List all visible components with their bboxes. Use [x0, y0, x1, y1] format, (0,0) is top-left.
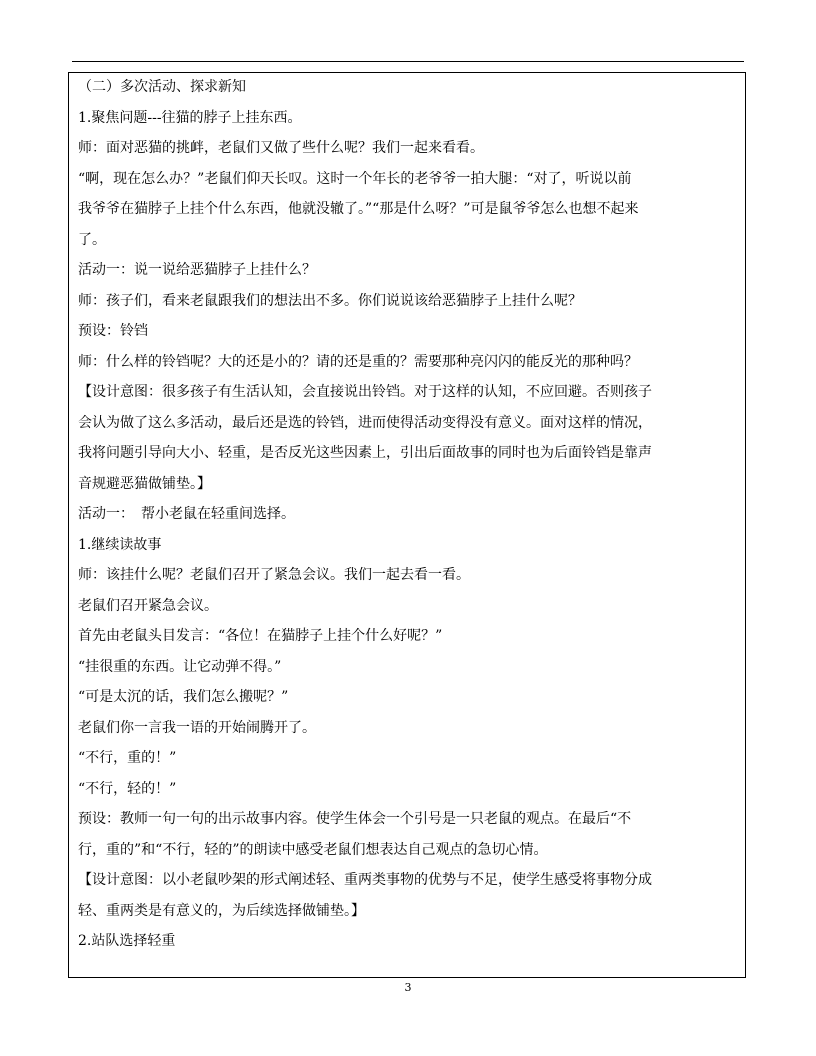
- page-number: 3: [404, 981, 412, 994]
- dialogue-line: “不行，重的！”: [78, 750, 177, 766]
- design-intent-line: 音规避恶猫做铺垫。】: [78, 476, 211, 492]
- paragraph-line: 老鼠们你一言我一语的开始闹腾开了。: [78, 720, 316, 736]
- paragraph-line: “啊，现在怎么办？”老鼠们仰天长叹。这时一个年长的老爷爷一拍大腿：“对了，听说以前: [78, 171, 632, 187]
- paragraph-line: 师：孩子们，看来老鼠跟我们的想法出不多。你们说说该给恶猫脖子上挂什么呢？: [78, 293, 582, 309]
- activity-heading: 活动一： 帮小老鼠在轻重间选择。: [78, 506, 295, 522]
- paragraph-line: 预设：教师一句一句的出示故事内容。使学生体会一个引号是一只老鼠的观点。在最后“不: [78, 811, 632, 827]
- design-intent-line: 会认为做了这么多活动，最后还是选的铃铛，进而使得活动变得没有意义。面对这样的情况，: [78, 415, 652, 431]
- subheading: 1.聚焦问题---往猫的脖子上挂东西。: [78, 110, 302, 126]
- design-intent-line: 轻、重两类是有意义的，为后续选择做铺垫。】: [78, 903, 365, 919]
- dialogue-line: “可是太沉的话，我们怎么搬呢？”: [78, 689, 289, 705]
- paragraph-line: 预设：铃铛: [78, 323, 148, 339]
- paragraph-line: 我爷爷在猫脖子上挂个什么东西，他就没辙了。”“那是什么呀？”可是鼠爷爷怎么也想不起来: [78, 201, 639, 217]
- paragraph-line: 师：面对恶猫的挑衅，老鼠们又做了些什么呢？我们一起来看看。: [78, 140, 484, 156]
- header-rule: [72, 61, 744, 62]
- dialogue-line: “不行，轻的！”: [78, 781, 177, 797]
- subheading: 2.站队选择轻重: [78, 933, 176, 949]
- paragraph-line: 首先由老鼠头目发言：“各位！在猫脖子上挂个什么好呢？”: [78, 628, 443, 644]
- design-intent-line: 我将问题引导向大小、轻重，是否反光这些因素上，引出后面故事的同时也为后面铃铛是靠声: [78, 445, 652, 461]
- design-intent-line: 【设计意图：以小老鼠吵架的形式阐述轻、重两类事物的优势与不足，使学生感受将事物分成: [78, 872, 652, 888]
- activity-heading: 活动一：说一说给恶猫脖子上挂什么？: [78, 262, 316, 278]
- paragraph-line: 老鼠们召开紧急会议。: [78, 598, 218, 614]
- dialogue-line: “挂很重的东西。让它动弹不得。”: [78, 659, 282, 675]
- design-intent-line: 【设计意图：很多孩子有生活认知，会直接说出铃铛。对于这样的认知，不应回避。否则孩子: [78, 384, 652, 400]
- subheading: 1.继续读故事: [78, 537, 162, 553]
- paragraph-line: 了。: [78, 232, 106, 248]
- paragraph-line: 行，重的”和“不行，轻的”的朗读中感受老鼠们想表达自己观点的急切心情。: [78, 842, 548, 858]
- section-heading: （二）多次活动、探求新知: [78, 79, 246, 95]
- paragraph-line: 师：什么样的铃铛呢？大的还是小的？请的还是重的？需要那种亮闪闪的能反光的那种吗？: [78, 354, 638, 370]
- paragraph-line: 师：该挂什么呢？老鼠们召开了紧急会议。我们一起去看一看。: [78, 567, 470, 583]
